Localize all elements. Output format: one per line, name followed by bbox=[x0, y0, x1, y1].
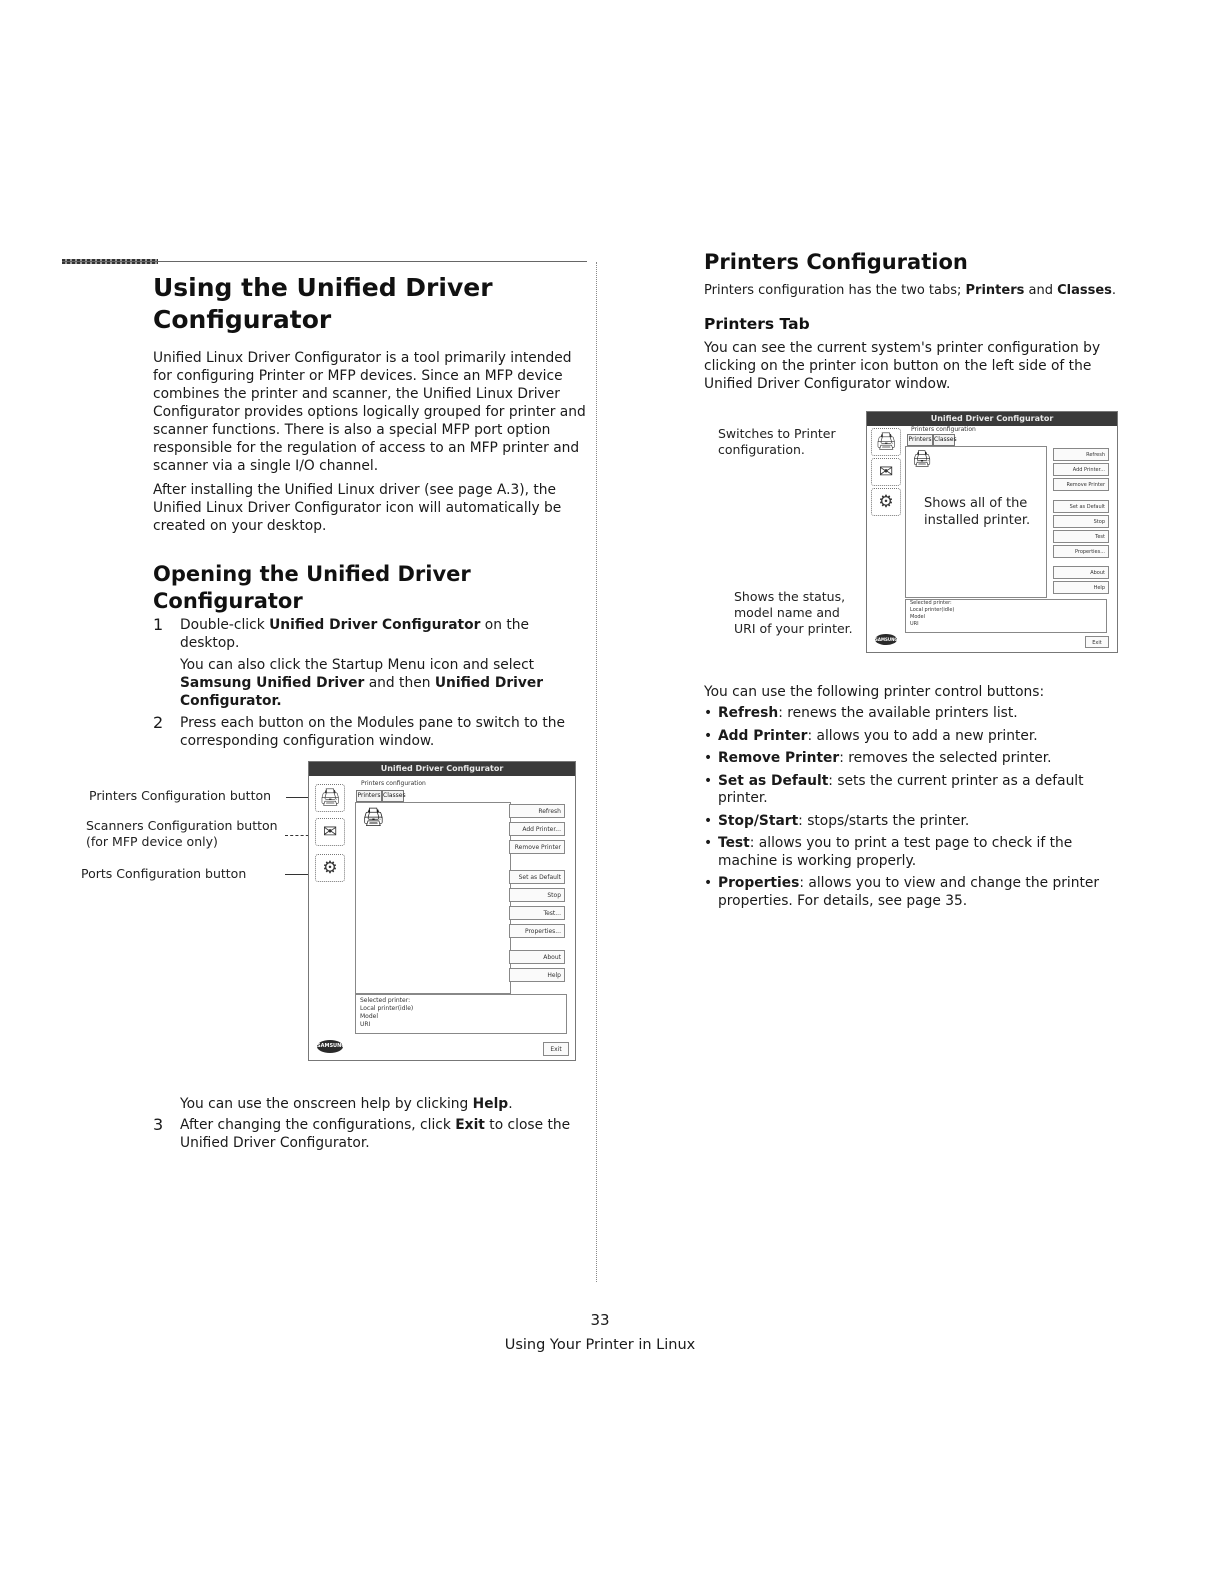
step-3-text-post: to close the Unified Driver Configurator. bbox=[180, 1117, 571, 1151]
intro-bold-classes: Classes bbox=[1057, 283, 1112, 298]
tab-printers[interactable]: Printers bbox=[356, 790, 382, 802]
main-heading-line2: Configurator bbox=[153, 305, 332, 334]
tab-classes[interactable]: Classes bbox=[382, 790, 404, 802]
chapter-footer: Using Your Printer in Linux bbox=[504, 1337, 696, 1353]
set-default-button-right[interactable]: Set as Default bbox=[1053, 500, 1109, 513]
control-buttons-list bbox=[704, 705, 1124, 915]
buttons-intro-text: You can use the following printer control buttons: bbox=[704, 684, 1045, 700]
remove-printer-button[interactable]: Remove Printer bbox=[509, 840, 565, 854]
printer-info-pane bbox=[355, 994, 567, 1034]
step-1-text-bold: Unified Driver Configurator bbox=[269, 617, 481, 633]
bullet-text: : removes the selected printer. bbox=[839, 750, 1052, 766]
printer-module-icon-right[interactable]: 🖨 bbox=[871, 428, 901, 456]
step-1-text-pre: Double-click bbox=[180, 617, 270, 633]
help-note-bold: Help bbox=[472, 1096, 509, 1112]
port-module-icon[interactable]: ⚙ bbox=[315, 854, 345, 882]
test-button[interactable]: Test... bbox=[509, 906, 565, 920]
top-rule bbox=[62, 261, 587, 262]
steps-1-2 bbox=[153, 616, 571, 750]
tab-classes-right[interactable]: Classes bbox=[933, 434, 955, 446]
buttons-intro bbox=[704, 683, 1144, 701]
exit-button[interactable]: Exit bbox=[543, 1042, 569, 1056]
bullet-text: : renews the available printers list. bbox=[778, 705, 1018, 721]
callout-shows-all bbox=[924, 495, 1030, 529]
bullet-label: Refresh bbox=[718, 705, 779, 721]
screenshot-configurator-left bbox=[308, 761, 576, 1061]
intro-mid: and bbox=[1024, 283, 1058, 298]
scanner-module-icon-right[interactable]: ✉ bbox=[871, 458, 901, 486]
intro-pre: Printers configuration has the two tabs; bbox=[704, 283, 966, 298]
info-selected-right: Selected printer: bbox=[910, 600, 952, 606]
bullet-label: Set as Default bbox=[718, 772, 829, 789]
about-button[interactable]: About bbox=[509, 950, 565, 964]
bullet-item bbox=[704, 835, 1124, 870]
info-selected: Selected printer: bbox=[360, 997, 411, 1004]
printers-config-title: Printers Configuration bbox=[704, 250, 968, 274]
callout-status bbox=[734, 589, 853, 637]
callout-scanners-line1: Scanners Configuration button bbox=[86, 818, 278, 833]
printers-tab-heading bbox=[704, 315, 1154, 333]
info-uri-right: URI bbox=[910, 621, 919, 627]
printer-icon: 🖨 bbox=[362, 807, 385, 828]
opening-heading-line1: Opening the Unified Driver bbox=[153, 562, 471, 586]
remove-printer-button-right[interactable]: Remove Printer bbox=[1053, 478, 1109, 491]
printer-list-pane[interactable] bbox=[355, 802, 511, 994]
info-model: Model bbox=[360, 1013, 379, 1020]
step-1 bbox=[153, 616, 571, 710]
help-button[interactable]: Help bbox=[509, 968, 565, 982]
port-module-icon-right[interactable]: ⚙ bbox=[871, 488, 901, 516]
step-3-section bbox=[153, 1095, 593, 1152]
bullet-item bbox=[704, 750, 1124, 768]
help-note-pre: You can use the onscreen help by clicking bbox=[180, 1096, 473, 1112]
step-2-number: 2 bbox=[153, 713, 164, 732]
bullet-item bbox=[704, 705, 1124, 723]
properties-button[interactable]: Properties... bbox=[509, 924, 565, 938]
printer-list-pane-right[interactable] bbox=[905, 446, 1047, 598]
callout-printers-config: Printers Configuration button bbox=[89, 788, 272, 803]
tab-printers-right[interactable]: Printers bbox=[907, 434, 933, 446]
callout-ports-config: Ports Configuration button bbox=[81, 866, 247, 881]
info-uri: URI bbox=[360, 1021, 371, 1028]
callout-shows-all-line1: Shows all of the bbox=[924, 496, 1028, 511]
bullet-label: Properties bbox=[718, 875, 800, 891]
intro-post: . bbox=[1111, 283, 1117, 298]
scanner-module-icon[interactable]: ✉ bbox=[315, 818, 345, 846]
info-model-right: Model bbox=[910, 614, 926, 620]
step-3-text-bold: Exit bbox=[455, 1117, 485, 1133]
printers-tab-title: Printers Tab bbox=[704, 315, 810, 333]
main-heading bbox=[153, 272, 593, 336]
printers-config-intro bbox=[704, 282, 1154, 299]
bullet-item bbox=[704, 773, 1124, 808]
callout-status-line3: URI of your printer. bbox=[734, 621, 853, 636]
printers-tab-paragraph: You can see the current system's printer configuration by clicking on the printer icon button on the left side of the Unified Driver Configurator window. bbox=[704, 340, 1101, 392]
help-note bbox=[153, 1095, 593, 1113]
printer-icon-right: 🖨 bbox=[912, 449, 933, 468]
intro-bold-printers: Printers bbox=[965, 283, 1025, 298]
screenshot-configurator-right bbox=[866, 411, 1118, 653]
set-default-button[interactable]: Set as Default bbox=[509, 870, 565, 884]
printers-tab-desc bbox=[704, 339, 1144, 393]
callout-switch-printer bbox=[718, 426, 836, 458]
intro-section bbox=[153, 349, 593, 535]
section-label-right: Printers configuration bbox=[911, 426, 976, 433]
callout-scanners-line2: (for MFP device only) bbox=[86, 834, 218, 849]
help-button-right[interactable]: Help bbox=[1053, 581, 1109, 594]
printers-config-heading bbox=[704, 249, 1154, 276]
printer-module-icon[interactable]: 🖨 bbox=[315, 784, 345, 812]
properties-button-right[interactable]: Properties... bbox=[1053, 545, 1109, 558]
bullet-list bbox=[704, 705, 1124, 910]
add-printer-button-right[interactable]: Add Printer... bbox=[1053, 463, 1109, 476]
samsung-logo: SAMSUNG bbox=[317, 1040, 343, 1053]
samsung-logo-right: SAMSUNG bbox=[875, 634, 897, 645]
step-1-sub-mid: and then bbox=[364, 675, 435, 691]
step-3 bbox=[153, 1116, 593, 1152]
bullet-item bbox=[704, 813, 1124, 831]
callout-shows-all-line2: installed printer. bbox=[924, 513, 1031, 528]
bullet-text: : allows you to view and change the printer properties. For details, see page 35. bbox=[718, 875, 1100, 909]
step-3-number: 3 bbox=[153, 1115, 164, 1134]
bullet-label: Stop/Start bbox=[718, 812, 799, 829]
main-heading-line1: Using the Unified Driver bbox=[153, 273, 493, 302]
callout-scanners-config bbox=[86, 818, 278, 850]
step-2-text: Press each button on the Modules pane to switch to the corresponding configuration window. bbox=[180, 715, 565, 749]
stop-button[interactable]: Stop bbox=[509, 888, 565, 902]
column-divider bbox=[596, 262, 597, 1282]
printer-info-pane-right bbox=[905, 599, 1107, 633]
opening-heading bbox=[153, 561, 593, 615]
step-1-sub bbox=[180, 656, 571, 710]
stop-button-right[interactable]: Stop bbox=[1053, 515, 1109, 528]
opening-heading-line2: Configurator bbox=[153, 589, 303, 613]
bullet-item bbox=[704, 875, 1124, 910]
test-button-right[interactable]: Test bbox=[1053, 530, 1109, 543]
bullet-label: Test bbox=[718, 835, 750, 851]
add-printer-button[interactable]: Add Printer... bbox=[509, 822, 565, 836]
callout-status-line2: model name and bbox=[734, 605, 840, 620]
step-1-sub-bold1: Samsung Unified Driver bbox=[180, 675, 365, 691]
info-status: Local printer(idle) bbox=[360, 1005, 414, 1012]
step-3-text-pre: After changing the configurations, click bbox=[180, 1117, 456, 1133]
intro-paragraph-1: Unified Linux Driver Configurator is a tool primarily intended for configuring Printer or MFP devices. Since an MFP device combines the printer and scanner, the Unified Linux Driver Configurator provides options logically grouped for printer and scanner functions. There is also a special MFP port option responsible for the regulation of access to an MFP printer and scanner via a single I/O channel. bbox=[153, 350, 586, 474]
section-label: Printers configuration bbox=[361, 780, 426, 787]
bullet-label: Add Printer bbox=[718, 727, 808, 744]
step-1-sub-pre: You can also click the Startup Menu icon and select bbox=[180, 657, 535, 673]
bullet-text: : allows you to print a test page to check if the machine is working properly. bbox=[718, 835, 1073, 869]
page-number: 33 bbox=[590, 1311, 610, 1329]
help-note-post: . bbox=[508, 1096, 513, 1112]
refresh-button[interactable]: Refresh bbox=[509, 804, 565, 818]
callout-switch-line1: Switches to Printer bbox=[718, 426, 836, 441]
callout-status-line1: Shows the status, bbox=[734, 589, 846, 604]
window-titlebar-right: Unified Driver Configurator bbox=[867, 412, 1117, 426]
callout-switch-line2: configuration. bbox=[718, 442, 805, 457]
info-status-right: Local printer(idle) bbox=[910, 607, 955, 613]
intro-paragraph-2: After installing the Unified Linux driver (see page A.3), the Unified Linux Driver Configurator icon will automatically be created on your desktop. bbox=[153, 482, 562, 534]
step-1-text-post: on the desktop. bbox=[180, 617, 530, 651]
refresh-button-right[interactable]: Refresh bbox=[1053, 448, 1109, 461]
window-titlebar: Unified Driver Configurator bbox=[309, 762, 575, 776]
bullet-text: : stops/starts the printer. bbox=[798, 812, 970, 829]
bullet-label: Remove Printer bbox=[718, 750, 840, 766]
bullet-item bbox=[704, 728, 1124, 746]
step-2 bbox=[153, 714, 571, 750]
exit-button-right[interactable]: Exit bbox=[1085, 636, 1109, 648]
bullet-text: : sets the current printer as a default printer. bbox=[718, 772, 1084, 806]
step-1-sub-bold2: Unified Driver Configurator. bbox=[180, 675, 544, 709]
about-button-right[interactable]: About bbox=[1053, 566, 1109, 579]
step-1-number: 1 bbox=[153, 615, 164, 634]
bullet-text: : allows you to add a new printer. bbox=[807, 727, 1038, 744]
